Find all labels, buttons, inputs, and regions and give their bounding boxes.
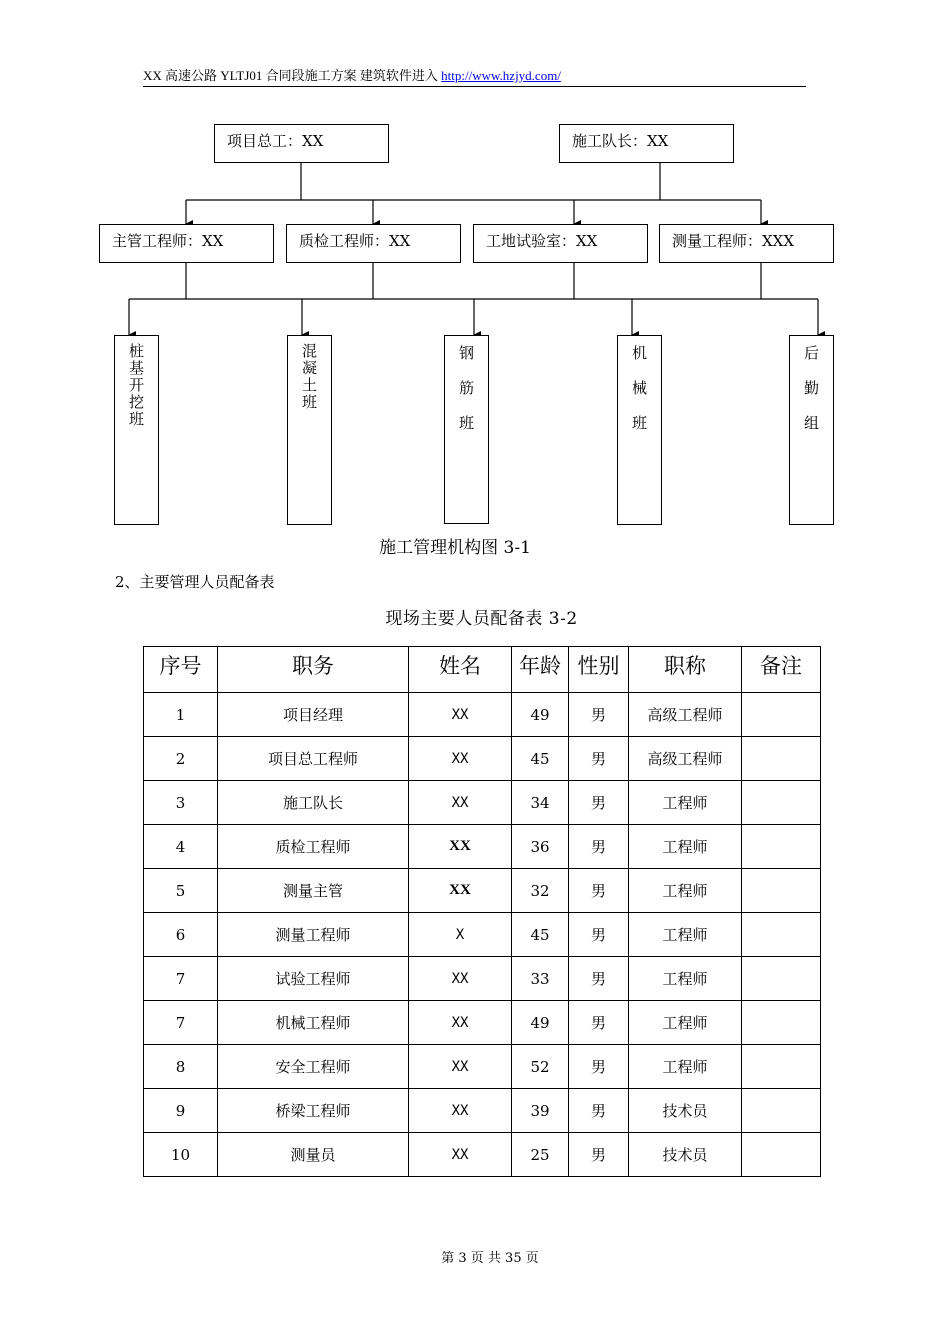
cell-position: 安全工程师	[218, 1045, 409, 1089]
table-row	[144, 825, 821, 869]
cell-position: 桥梁工程师	[218, 1089, 409, 1133]
cell-remarks	[742, 781, 821, 825]
cell-position: 测量员	[218, 1133, 409, 1177]
cell-title: 工程师	[629, 1045, 742, 1089]
cell-remarks	[742, 1133, 821, 1177]
org-box-char: 机	[631, 344, 647, 362]
cell-name: XX	[409, 869, 512, 913]
org-box-label: 工地试验室：XX	[486, 232, 598, 250]
org-box-construction-captain	[559, 124, 734, 163]
cell-gender: 男	[569, 1045, 629, 1089]
col-header-age: 年龄	[512, 647, 569, 693]
cell-index: 4	[144, 825, 218, 869]
org-box-char: 土	[301, 376, 317, 394]
org-box-char: 混	[301, 342, 317, 360]
table-row	[144, 1133, 821, 1177]
org-box-char: 基	[128, 359, 144, 377]
org-box-site-lab	[473, 224, 648, 263]
table-row	[144, 1045, 821, 1089]
cell-title: 技术员	[629, 1089, 742, 1133]
org-box-label: 项目总工：XX	[227, 132, 324, 150]
table-row	[144, 781, 821, 825]
org-box-char: 钢	[458, 344, 474, 362]
cell-remarks	[742, 737, 821, 781]
cell-name: XX	[409, 1045, 512, 1089]
org-box-char: 凝	[301, 359, 317, 377]
cell-title: 工程师	[629, 869, 742, 913]
cell-remarks	[742, 1001, 821, 1045]
cell-remarks	[742, 825, 821, 869]
cell-index: 5	[144, 869, 218, 913]
org-box-char: 筋	[458, 379, 474, 397]
cell-index: 9	[144, 1089, 218, 1133]
cell-age: 34	[512, 781, 569, 825]
cell-gender: 男	[569, 1133, 629, 1177]
cell-age: 52	[512, 1045, 569, 1089]
cell-title: 高级工程师	[629, 693, 742, 737]
cell-age: 45	[512, 737, 569, 781]
col-header-position: 职务	[218, 647, 409, 693]
cell-age: 36	[512, 825, 569, 869]
org-box-label: 施工队长：XX	[572, 132, 669, 150]
org-box-char: 班	[458, 414, 474, 432]
cell-name: XX	[409, 1001, 512, 1045]
org-box-label: 主管工程师：XX	[112, 232, 224, 250]
table-row	[144, 737, 821, 781]
cell-name: X	[409, 913, 512, 957]
cell-position: 测量主管	[218, 869, 409, 913]
table-row	[144, 693, 821, 737]
table-row	[144, 869, 821, 913]
staff-table	[143, 646, 821, 1177]
cell-age: 25	[512, 1133, 569, 1177]
cell-index: 3	[144, 781, 218, 825]
cell-title: 高级工程师	[629, 737, 742, 781]
cell-age: 49	[512, 1001, 569, 1045]
cell-index: 6	[144, 913, 218, 957]
cell-name: XX	[409, 1133, 512, 1177]
cell-index: 7	[144, 1001, 218, 1045]
col-header-name: 姓名	[409, 647, 512, 693]
cell-name: XX	[409, 1089, 512, 1133]
org-box-rebar-team	[444, 335, 489, 524]
page-footer: 第 3 页 共 35 页	[441, 1251, 539, 1266]
org-box-char: 勤	[803, 379, 819, 397]
cell-age: 33	[512, 957, 569, 1001]
cell-position: 施工队长	[218, 781, 409, 825]
org-box-quality-engineer	[286, 224, 461, 263]
cell-gender: 男	[569, 1089, 629, 1133]
table-header-row	[144, 647, 821, 693]
table-row	[144, 1001, 821, 1045]
org-box-char: 班	[631, 414, 647, 432]
col-header-title: 职称	[629, 647, 742, 693]
cell-position: 项目总工程师	[218, 737, 409, 781]
org-chart-caption: 施工管理机构图 3-1	[379, 538, 531, 558]
cell-position: 测量工程师	[218, 913, 409, 957]
cell-title: 工程师	[629, 781, 742, 825]
cell-remarks	[742, 957, 821, 1001]
cell-position: 项目经理	[218, 693, 409, 737]
cell-gender: 男	[569, 869, 629, 913]
org-box-char: 后	[803, 344, 819, 362]
org-box-supervising-engineer	[99, 224, 274, 263]
cell-age: 45	[512, 913, 569, 957]
cell-gender: 男	[569, 1001, 629, 1045]
org-box-char: 班	[301, 393, 317, 411]
header-link[interactable]: http://www.hzjyd.com/	[441, 68, 561, 83]
cell-age: 49	[512, 693, 569, 737]
cell-title: 工程师	[629, 913, 742, 957]
org-box-char: 班	[128, 410, 144, 428]
org-box-survey-engineer	[659, 224, 834, 263]
cell-index: 2	[144, 737, 218, 781]
cell-position: 机械工程师	[218, 1001, 409, 1045]
cell-gender: 男	[569, 913, 629, 957]
org-box-char: 组	[803, 414, 819, 432]
table-row	[144, 913, 821, 957]
col-header-index: 序号	[144, 647, 218, 693]
cell-index: 7	[144, 957, 218, 1001]
cell-position: 试验工程师	[218, 957, 409, 1001]
cell-remarks	[742, 1089, 821, 1133]
org-box-label: 测量工程师：XXX	[672, 232, 795, 250]
cell-remarks	[742, 693, 821, 737]
org-box-char: 桩	[128, 342, 144, 360]
cell-title: 工程师	[629, 825, 742, 869]
header-title: XX 高速公路 YLTJ01 合同段施工方案 建筑软件进入	[143, 68, 438, 83]
org-box-machinery-team	[617, 335, 662, 525]
org-box-chief-engineer	[214, 124, 389, 163]
table-row	[144, 1089, 821, 1133]
cell-name: XX	[409, 781, 512, 825]
cell-remarks	[742, 869, 821, 913]
cell-name: XX	[409, 957, 512, 1001]
cell-gender: 男	[569, 781, 629, 825]
cell-age: 32	[512, 869, 569, 913]
org-box-pile-excavation-team	[114, 335, 159, 525]
section-heading: 2、主要管理人员配备表	[115, 573, 275, 591]
org-box-label: 质检工程师：XX	[299, 232, 411, 250]
org-box-char: 械	[631, 379, 647, 397]
cell-position: 质检工程师	[218, 825, 409, 869]
org-box-concrete-team	[287, 335, 332, 525]
cell-gender: 男	[569, 737, 629, 781]
cell-gender: 男	[569, 825, 629, 869]
cell-title: 工程师	[629, 957, 742, 1001]
cell-name: XX	[409, 737, 512, 781]
cell-gender: 男	[569, 693, 629, 737]
cell-gender: 男	[569, 957, 629, 1001]
table-title: 现场主要人员配备表 3-2	[385, 609, 578, 629]
col-header-remarks: 备注	[742, 647, 821, 693]
cell-remarks	[742, 913, 821, 957]
table-row	[144, 957, 821, 1001]
org-box-char: 开	[128, 376, 144, 394]
cell-name: XX	[409, 825, 512, 869]
cell-index: 10	[144, 1133, 218, 1177]
cell-title: 技术员	[629, 1133, 742, 1177]
org-box-logistics-group	[789, 335, 834, 525]
cell-name: XX	[409, 693, 512, 737]
cell-remarks	[742, 1045, 821, 1089]
cell-age: 39	[512, 1089, 569, 1133]
cell-index: 1	[144, 693, 218, 737]
cell-index: 8	[144, 1045, 218, 1089]
org-box-char: 挖	[128, 393, 144, 411]
cell-title: 工程师	[629, 1001, 742, 1045]
col-header-gender: 性别	[569, 647, 629, 693]
